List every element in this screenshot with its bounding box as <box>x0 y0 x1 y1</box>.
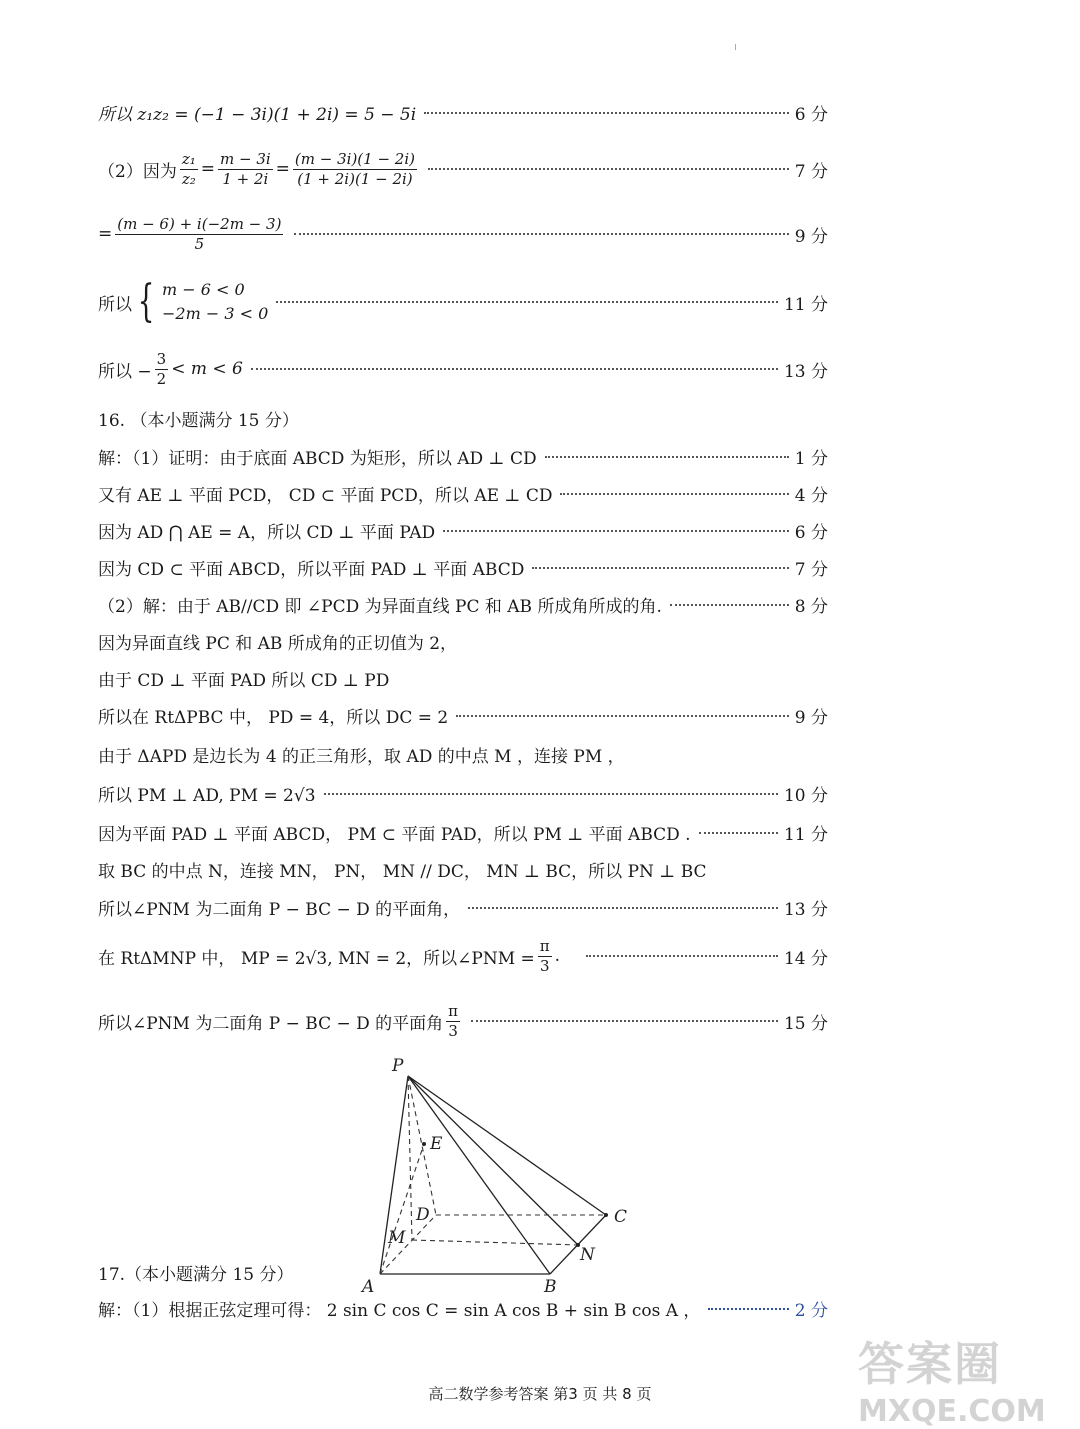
fraction <box>218 150 273 189</box>
line-rest: < m < 6 <box>171 359 243 379</box>
line-score: 7 分 <box>794 560 828 580</box>
line-text: 因为 CD ⊂ 平面 ABCD，所以平面 PAD ⊥ 平面 ABCD <box>98 560 525 580</box>
leader-dots <box>532 567 788 569</box>
label-b: B <box>544 1277 557 1297</box>
line-prefix: 在 RtΔMNP 中， MP = 2√3, MN = 2，所以∠PNM = <box>98 948 535 969</box>
answer-line <box>98 933 828 979</box>
answer-line <box>98 346 828 392</box>
answer-line <box>98 1296 828 1321</box>
line-score: 11 分 <box>783 294 828 315</box>
edge-pm <box>408 1076 412 1240</box>
label-m: M <box>388 1228 406 1248</box>
leader-dots <box>428 168 789 170</box>
answer-line <box>98 100 828 125</box>
line-text: 取 BC 的中点 N，连接 MN， PN， MN // DC， MN ⊥ BC，所以 PN ⊥ BC <box>98 862 707 882</box>
point-e <box>422 1142 426 1146</box>
line-score: 10 分 <box>783 786 828 806</box>
line-score: 9 分 <box>794 708 828 728</box>
label-c: C <box>614 1207 628 1227</box>
answer-line <box>98 481 828 506</box>
leader-dots <box>324 793 778 795</box>
leader-dots <box>670 604 789 606</box>
leader-dots <box>424 112 789 114</box>
label-n: N <box>580 1245 595 1265</box>
answer-line <box>98 146 828 192</box>
fraction <box>446 1002 460 1041</box>
leader-dots <box>699 832 778 834</box>
system-rows <box>162 278 268 326</box>
leader-dots <box>468 907 778 909</box>
line-score: 13 分 <box>783 361 828 382</box>
answer-line <box>98 820 828 845</box>
line-text: 由于 CD ⊥ 平面 PAD 所以 CD ⊥ PD <box>98 671 390 691</box>
answer-line <box>98 857 828 882</box>
line-text: 所以在 RtΔPBC 中， PD = 4，所以 DC = 2 <box>98 708 449 728</box>
answer-line <box>98 895 828 920</box>
line-suffix: . <box>554 946 561 966</box>
fraction-denominator: 3 <box>448 1021 458 1040</box>
leader-dots <box>251 368 778 370</box>
answer-line <box>98 211 828 257</box>
fraction-denominator: (1 + 2i)(1 − 2i) <box>297 169 413 188</box>
answer-line <box>98 629 828 654</box>
line-score: 14 分 <box>783 948 828 969</box>
heading-text: 17.（本小题满分 15 分） <box>98 1265 294 1285</box>
line-prefix: 所以 − <box>98 361 152 382</box>
answer-line <box>98 781 828 806</box>
watermark-url: MXQE.COM <box>858 1394 1046 1429</box>
line-score: 6 分 <box>794 523 828 543</box>
label-p: P <box>392 1056 404 1076</box>
answer-line <box>98 518 828 543</box>
line-score: 9 分 <box>794 226 828 247</box>
answer-line <box>98 592 828 617</box>
system-row: m − 6 < 0 <box>162 280 245 299</box>
line-text: 所以 PM ⊥ AD, PM = 2√3 <box>98 786 316 806</box>
line-text: 又有 AE ⊥ 平面 PCD， CD ⊂ 平面 PCD，所以 AE ⊥ CD <box>98 486 553 506</box>
page-footer: 高二数学参考答案 第3 页 共 8 页 <box>428 1385 652 1403</box>
edge-pb <box>408 1076 550 1274</box>
leader-dots <box>560 493 788 495</box>
page-mark <box>735 44 736 50</box>
line-text: 因为异面直线 PC 和 AB 所成角的正切值为 2， <box>98 634 458 654</box>
answer-line <box>98 742 828 767</box>
fraction-denominator: 1 + 2i <box>222 169 269 188</box>
fraction <box>538 937 552 976</box>
line-prefix: 所以∠PNM 为二面角 P − BC − D 的平面角 <box>98 1013 444 1034</box>
fraction-numerator: m − 3i <box>220 149 271 168</box>
line-text: 因为 AD ⋂ AE = A，所以 CD ⊥ 平面 PAD <box>98 523 436 543</box>
edge-pn <box>408 1076 578 1245</box>
fraction-numerator: 3 <box>156 349 167 368</box>
fraction <box>155 350 169 389</box>
leader-dots <box>276 301 778 303</box>
leader-dots <box>456 715 789 717</box>
fraction-numerator: (m − 3i)(1 − 2i) <box>294 149 415 168</box>
answer-line <box>98 666 828 691</box>
fraction-denominator: z₂ <box>181 169 196 188</box>
leader-dots <box>586 955 778 957</box>
label-a: A <box>362 1277 375 1297</box>
line-score: 7 分 <box>794 161 828 182</box>
fraction-denominator: 5 <box>194 234 205 253</box>
leader-dots <box>708 1308 788 1310</box>
inequality-system <box>132 278 268 326</box>
line-text: 所以∠PNM 为二面角 P − BC − D 的平面角， <box>98 900 461 920</box>
fraction-numerator: π <box>448 1001 459 1020</box>
line-score: 1 分 <box>794 449 828 469</box>
fraction <box>180 150 198 189</box>
fraction <box>115 215 283 254</box>
fraction-numerator: (m − 6) + i(−2m − 3) <box>117 214 282 233</box>
edge-mn <box>412 1240 578 1245</box>
line-text: 因为平面 PAD ⊥ 平面 ABCD， PM ⊂ 平面 PAD，所以 PM ⊥ 平面 ABCD . <box>98 825 691 845</box>
leader-dots <box>294 233 788 235</box>
fraction-denominator: 2 <box>156 369 167 388</box>
fraction-denominator: 3 <box>539 956 550 975</box>
line-score: 6 分 <box>794 105 828 125</box>
watermark-brand: 答案圈 <box>858 1337 1002 1391</box>
brace-symbol: { <box>137 276 155 327</box>
answer-line <box>98 444 828 469</box>
fraction-numerator: z₁ <box>181 149 196 168</box>
point-c <box>604 1213 608 1217</box>
answer-line <box>98 703 828 728</box>
line-prefix: = <box>98 224 113 244</box>
line-text: 解：（1）证明：由于底面 ABCD 为矩形，所以 AD ⊥ CD <box>98 449 537 469</box>
leader-dots <box>443 530 789 532</box>
line-text: （2）解：由于 AB//CD 即 ∠PCD 为异面直线 PC 和 AB 所成角所成的角. <box>98 597 662 617</box>
system-row: −2m − 3 < 0 <box>162 304 269 323</box>
fraction-numerator: π <box>539 936 550 955</box>
line-score: 13 分 <box>783 900 828 920</box>
line-text: 解：（1）根据正弦定理可得： 2 sin C cos C = sin A cos B + sin B cos A ， <box>98 1301 701 1321</box>
answer-line <box>98 276 828 328</box>
line-prefix: 所以 <box>98 294 132 315</box>
line-prefix: （2）因为 <box>98 161 177 182</box>
label-e: E <box>430 1134 443 1154</box>
line-score: 4 分 <box>794 486 828 506</box>
question-heading <box>98 1260 828 1285</box>
question-heading <box>98 406 828 431</box>
leader-dots <box>545 456 789 458</box>
equals-sign: = <box>200 159 215 179</box>
fraction <box>293 150 417 189</box>
label-d: D <box>416 1205 430 1225</box>
answer-line <box>98 998 828 1044</box>
heading-text: 16. （本小题满分 15 分） <box>98 411 299 431</box>
line-score: 15 分 <box>783 1013 828 1034</box>
equals-sign: = <box>275 159 290 179</box>
line-score: 2 分 <box>794 1301 828 1321</box>
line-score: 8 分 <box>794 597 828 617</box>
line-text: 由于 ΔAPD 是边长为 4 的正三角形，取 AD 的中点 M ，连接 PM ， <box>98 747 625 767</box>
answer-line <box>98 555 828 580</box>
line-score: 11 分 <box>783 825 828 845</box>
leader-dots <box>471 1020 778 1022</box>
line-text: 所以 z₁z₂ = (−1 − 3i)(1 + 2i) = 5 − 5i <box>98 105 417 125</box>
